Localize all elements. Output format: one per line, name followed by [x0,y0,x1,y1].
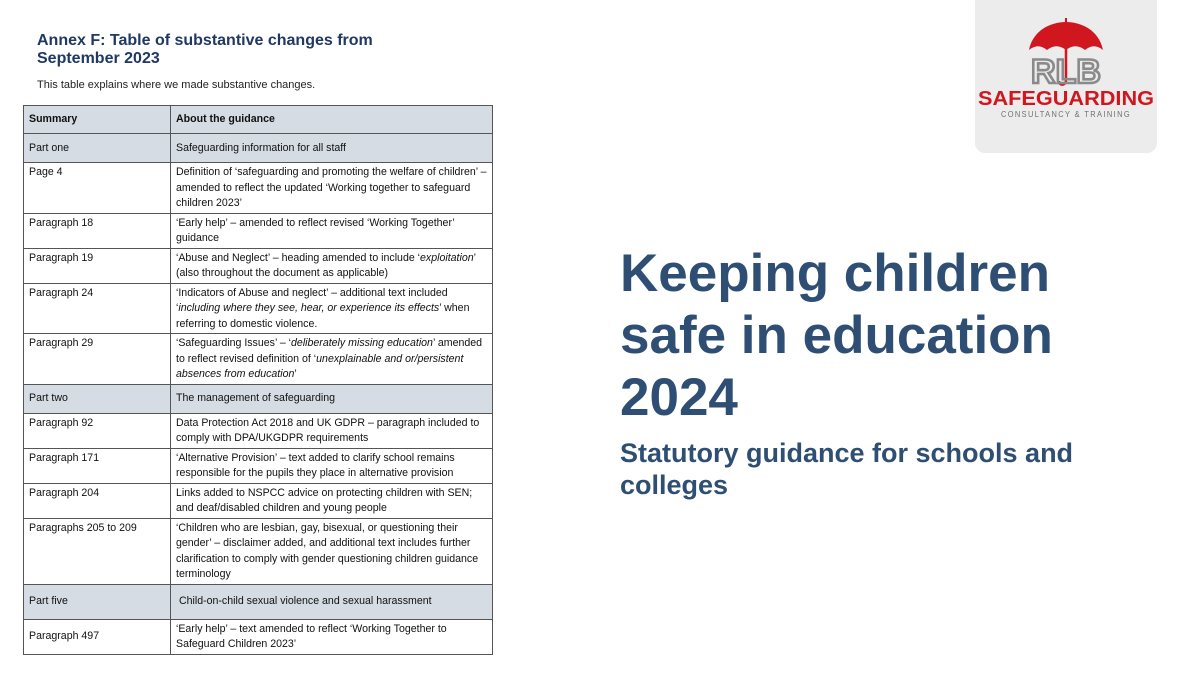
table-row [24,619,493,654]
logo-tagline: CONSULTANCY & TRAINING [1001,109,1131,119]
table-row [24,163,493,214]
row-summary: Paragraph 19 [24,248,171,283]
row-about: Definition of ‘safeguarding and promoting the welfare of children’ – amended to reflect the updated ‘Working together to safeguard children 2023’ [171,163,493,214]
row-about: ‘Early help’ – text amended to reflect ‘Working Together to Safeguard Children 2023’ [171,619,493,654]
row-summary: Paragraph 171 [24,448,171,483]
umbrella-logo-icon [975,0,1157,153]
annex-intro: This table explains where we made substantive changes. [37,79,316,91]
row-about: ‘Children who are lesbian, gay, bisexual, or questioning their gender’ – disclaimer added, and additional text includes further clarification to comply with gender questioning children guidance terminology [171,518,493,584]
changes-table [23,105,493,655]
table-row [24,448,493,483]
logo-name: SAFEGUARDING [978,88,1154,110]
table-row-section [24,384,493,413]
row-about: ‘Indicators of Abuse and neglect’ – additional text included ‘including where they see, hear, or experience its effects’ when referring to domestic violence. [171,283,493,334]
row-about: Data Protection Act 2018 and UK GDPR – paragraph included to comply with DPA/UKGDPR requirements [171,413,493,448]
row-about: ‘Safeguarding Issues’ – ‘deliberately missing education’ amended to reflect revised definition of ‘unexplainable and or/persistent absences from education’ [171,334,493,385]
table-row [24,518,493,584]
header-summary: Summary [24,106,171,134]
row-summary: Paragraph 29 [24,334,171,385]
row-about: ‘Early help’ – amended to reflect revised ‘Working Together’ guidance [171,213,493,248]
row-about: ‘Alternative Provision’ – text added to clarify school remains responsible for the pupils they place in alternative provision [171,448,493,483]
row-summary: Paragraph 92 [24,413,171,448]
row-summary: Paragraph 18 [24,213,171,248]
row-summary: Part five [24,584,171,619]
table-row-section [24,134,493,163]
row-about: ‘Abuse and Neglect’ – heading amended to include ‘exploitation’ (also throughout the document as applicable) [171,248,493,283]
page-title: Keeping children safe in education 2024 [620,244,1053,427]
row-summary: Part one [24,134,171,163]
rlb-logo [975,0,1157,153]
row-summary: Paragraph 24 [24,283,171,334]
row-summary: Paragraph 497 [24,619,171,654]
table-row [24,213,493,248]
row-about: Child-on-child sexual violence and sexual harassment [171,584,493,619]
row-summary: Page 4 [24,163,171,214]
table-row [24,283,493,334]
annex-title: Annex F: Table of substantive changes from September 2023 [37,32,373,67]
table-row [24,413,493,448]
row-summary: Paragraphs 205 to 209 [24,518,171,584]
row-about: Links added to NSPCC advice on protecting children with SEN; and deaf/disabled children and young people [171,483,493,518]
row-summary: Paragraph 204 [24,483,171,518]
table-row-section [24,584,493,619]
page-subtitle: Statutory guidance for schools and colleges [620,438,1074,500]
table-row [24,334,493,385]
table-header-row [24,106,493,134]
logo-monogram: RLB [1031,53,1101,91]
row-about: Safeguarding information for all staff [171,134,493,163]
table-row [24,483,493,518]
table-row [24,248,493,283]
header-about: About the guidance [171,106,493,134]
row-about: The management of safeguarding [171,384,493,413]
row-summary: Part two [24,384,171,413]
